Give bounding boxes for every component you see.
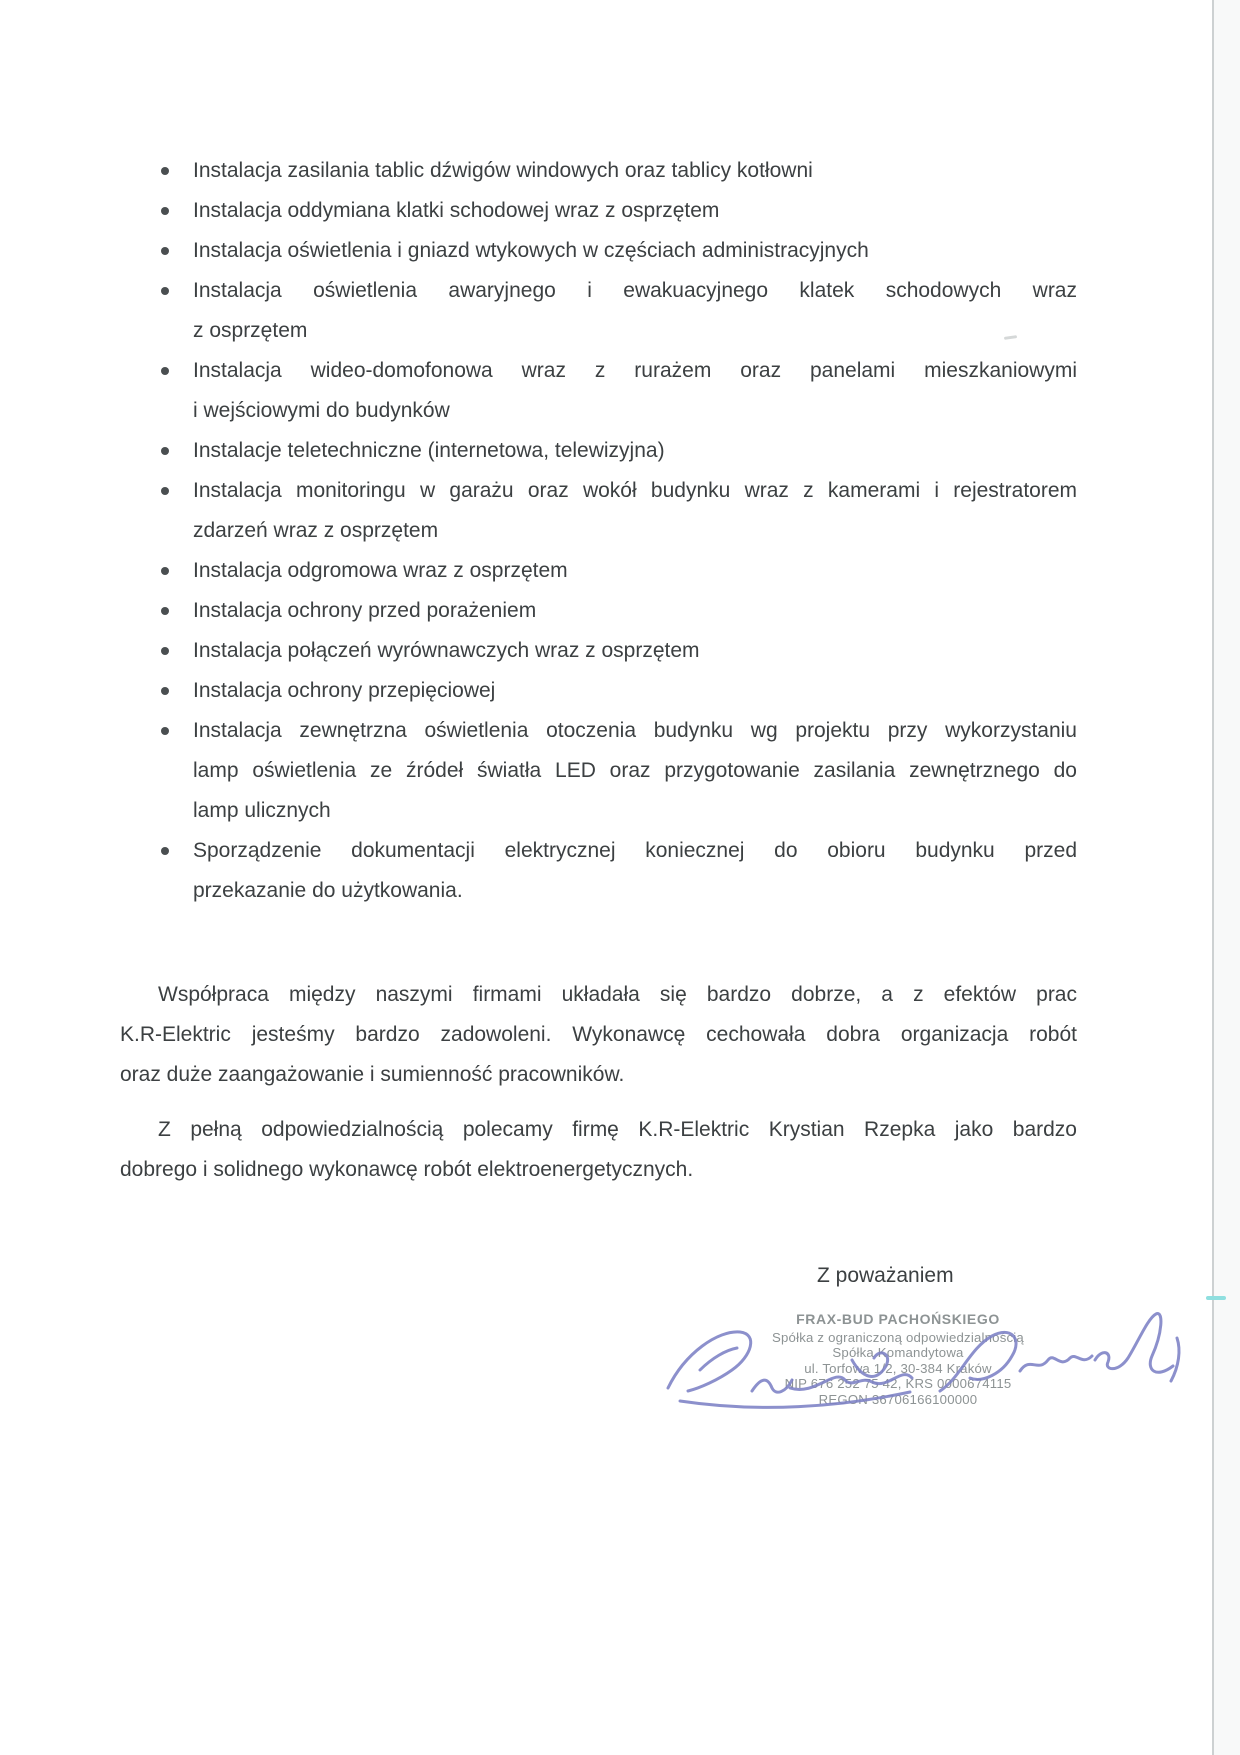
list-item [120, 831, 1077, 911]
stamp-line: ul. Torfowa 1/2, 30-384 Kraków [804, 1360, 992, 1376]
text-line: Instalacja ochrony przepięciowej [193, 679, 496, 702]
stamp-line: NIP 676 252 75 42, KRS 0000674115 [784, 1376, 1012, 1391]
list-item [120, 711, 1077, 831]
text-line: Instalacja zasilania tablic dźwigów windowych oraz tablicy kotłowni [193, 159, 813, 182]
text-line: zdarzeń wraz z osprzętem [193, 519, 439, 542]
text-line: lamp oświetlenia ze źródeł światła LED oraz przygotowanie zasilania zewnętrznego do [193, 759, 1077, 782]
bullet-icon [161, 167, 169, 175]
bullet-icon [161, 847, 169, 855]
bullet-icon [161, 207, 169, 215]
text-line: Współpraca między naszymi firmami układała się bardzo dobrze, a z efektów prac [158, 983, 1077, 1006]
installation-list [120, 151, 1077, 911]
text-line: lamp ulicznych [193, 799, 331, 822]
text-line: przekazanie do użytkowania. [193, 879, 463, 902]
stamp-line: REGON 36706166100000 [818, 1391, 978, 1407]
scan-cyan-tick-artifact [1206, 1296, 1226, 1300]
text-line: oraz duże zaangażowanie i sumienność pracowników. [120, 1063, 625, 1086]
bullet-icon [161, 647, 169, 655]
text-line: z osprzętem [193, 319, 308, 342]
closing-salutation: Z poważaniem [817, 1264, 954, 1287]
list-item [120, 591, 1077, 631]
list-item [120, 271, 1077, 351]
scan-page-edge-line [1212, 0, 1214, 1755]
text-line: i wejściowymi do budynków [193, 399, 450, 422]
letter-paragraphs [120, 975, 1077, 1190]
paragraph [120, 1110, 1077, 1190]
signature-ink-icon [640, 1308, 1200, 1420]
bullet-icon [161, 247, 169, 255]
bullet-icon [161, 607, 169, 615]
text-line: K.R-Elektric jesteśmy bardzo zadowoleni. Wykonawcę cechowała dobra organizacja robót [120, 1023, 1077, 1046]
text-line: Instalacja ochrony przed porażeniem [193, 599, 537, 622]
list-item [120, 351, 1077, 431]
paragraph [120, 975, 1077, 1095]
text-line: Instalacja monitoringu w garażu oraz wokół budynku wraz z kamerami i rejestratorem [193, 479, 1077, 502]
list-item [120, 151, 1077, 191]
bullet-icon [161, 487, 169, 495]
list-item [120, 231, 1077, 271]
list-item [120, 551, 1077, 591]
letter-body [120, 151, 1077, 1289]
list-item [120, 431, 1077, 471]
text-line: Instalacja połączeń wyrównawczych wraz z osprzętem [193, 639, 700, 662]
text-line: Instalacja oddymiana klatki schodowej wraz z osprzętem [193, 199, 720, 222]
text-line: dobrego i solidnego wykonawcę robót elektroenergetycznych. [120, 1158, 694, 1181]
text-line: Instalacja wideo-domofonowa wraz z rurażem oraz panelami mieszkaniowymi [193, 359, 1077, 382]
text-line: Instalacja oświetlenia awaryjnego i ewakuacyjnego klatek schodowych wraz [193, 279, 1077, 302]
bullet-icon [161, 567, 169, 575]
scan-edge-strip [1214, 0, 1240, 1755]
text-line: Sporządzenie dokumentacji elektrycznej koniecznej do obioru budynku przed [193, 839, 1077, 862]
stamp-company-name: FRAX-BUD PACHOŃSKIEGO [796, 1311, 1000, 1327]
handwritten-signature [640, 1308, 1200, 1420]
bullet-icon [161, 727, 169, 735]
bullet-icon [161, 287, 169, 295]
text-line: Instalacja odgromowa wraz z osprzętem [193, 559, 568, 582]
text-line: Instalacje teletechniczne (internetowa, telewizyjna) [193, 439, 665, 462]
list-item [120, 671, 1077, 711]
bullet-icon [161, 687, 169, 695]
stamp-line: Spółka z ograniczoną odpowiedzialnością [772, 1329, 1024, 1345]
list-item [120, 471, 1077, 551]
text-line: Instalacja oświetlenia i gniazd wtykowych w częściach administracyjnych [193, 239, 869, 262]
text-line: Z pełną odpowiedzialnością polecamy firmę K.R-Elektric Krystian Rzepka jako bardzo [158, 1118, 1077, 1141]
list-item [120, 631, 1077, 671]
list-item [120, 191, 1077, 231]
stamp-line: Spółka Komandytowa [832, 1345, 964, 1360]
bullet-icon [161, 367, 169, 375]
bullet-icon [161, 447, 169, 455]
text-line: Instalacja zewnętrzna oświetlenia otoczenia budynku wg projektu przy wykorzystaniu [193, 719, 1077, 742]
